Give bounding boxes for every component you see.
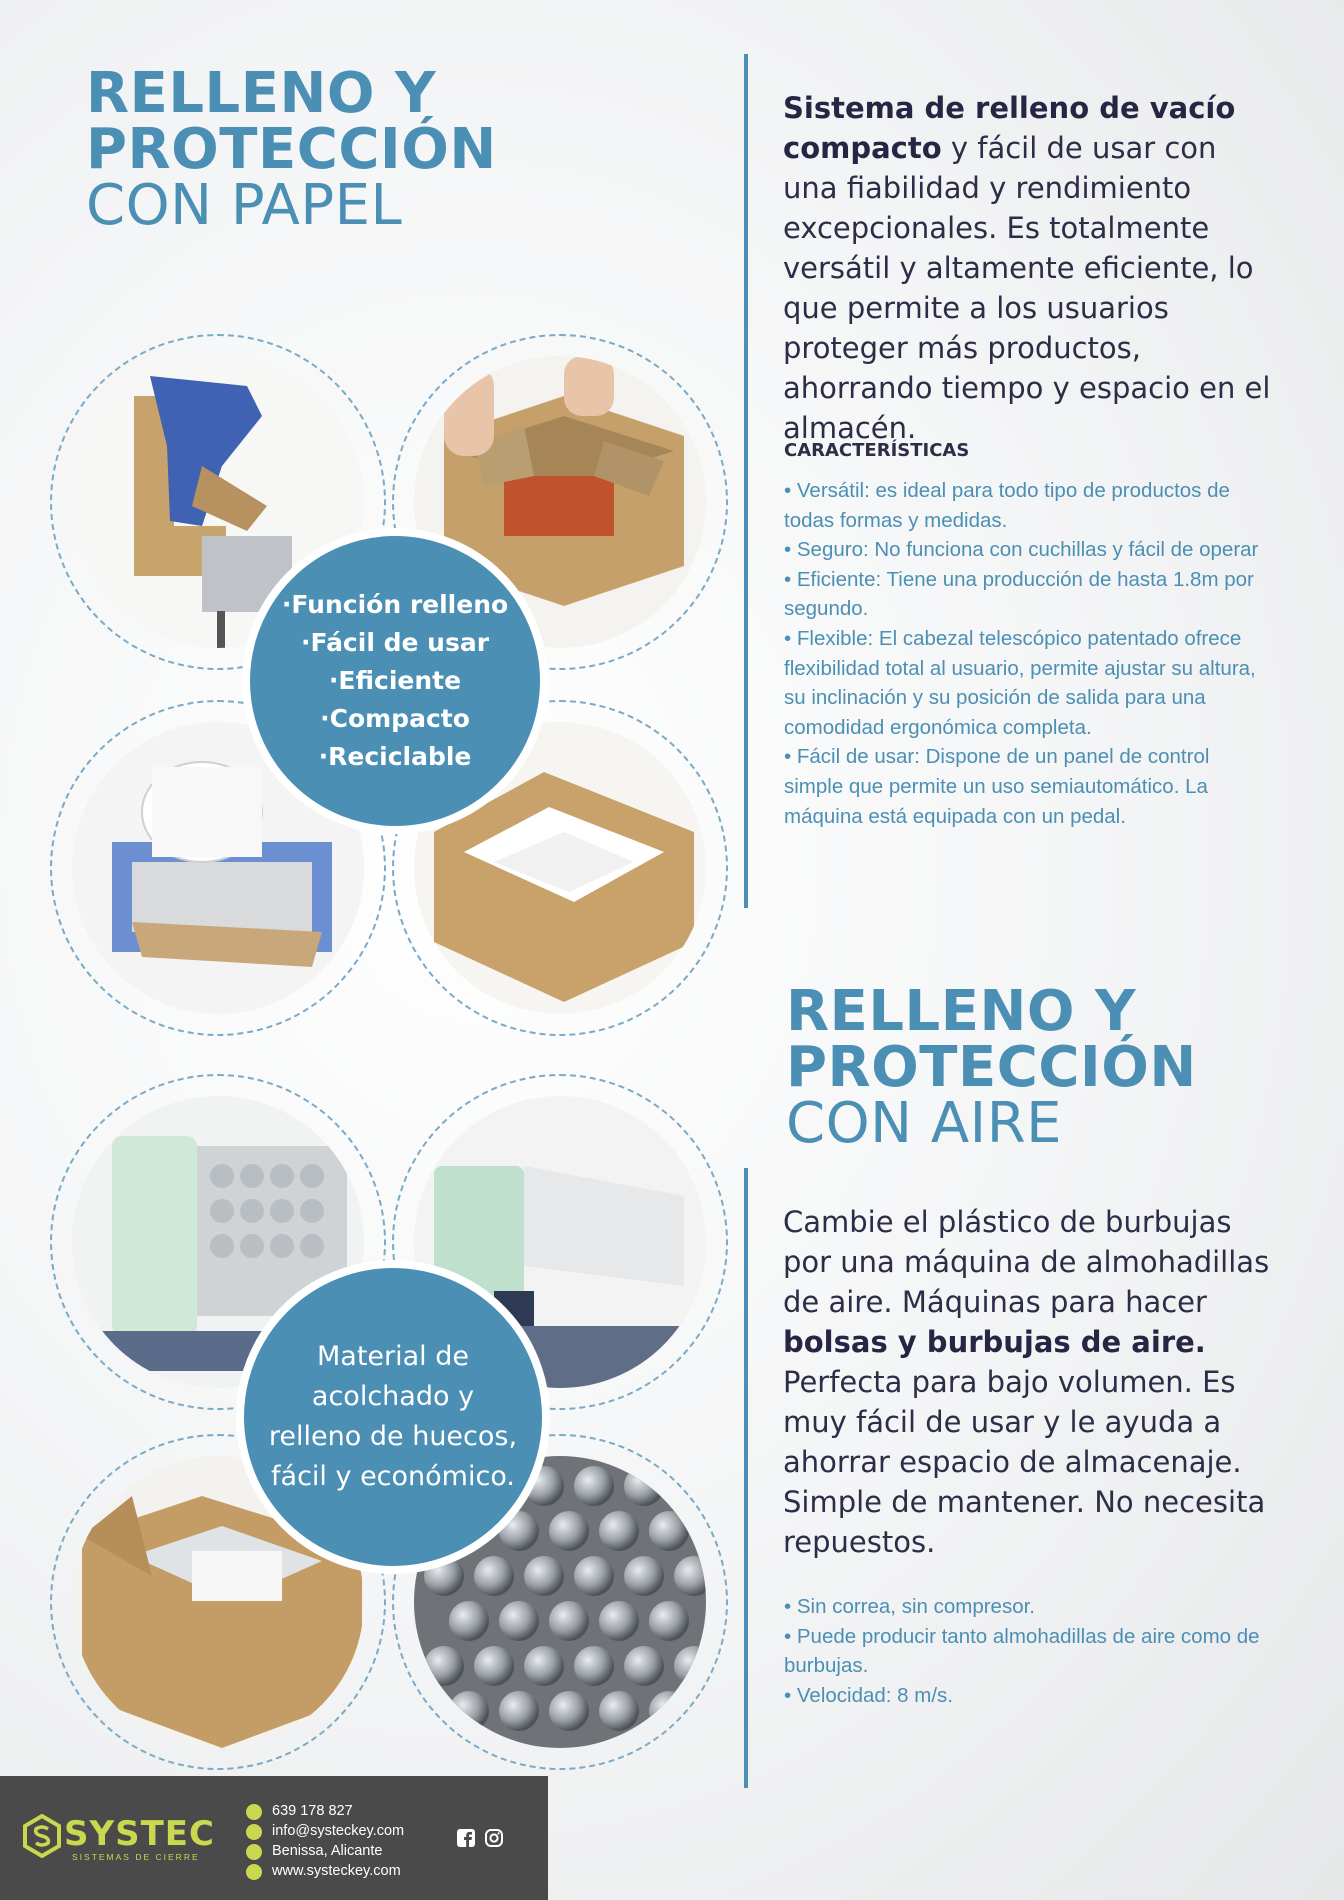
contact-website[interactable]: www.systeckey.com (272, 1863, 401, 1879)
divider-line-top (744, 54, 748, 908)
badge-item: ·Eficiente (328, 666, 462, 695)
feature-item: • Seguro: No funciona con cuchillas y fácil de operar (784, 538, 1259, 562)
feature-item: • Eficiente: Tiene una producción de hasta 1.8m por segundo. (784, 567, 1254, 621)
feature-item: • Fácil de usar: Dispone de un panel de control simple que permite un uso semiautomático. La máquina está equipada con un pedal. (784, 745, 1210, 828)
feature-item: • Flexible: El cabezal telescópico patentado ofrece flexibilidad total al usuario, permite ajustar su altura, su inclinación y su posición de salida para una comodidad ergonómica completa. (784, 626, 1256, 739)
features-heading: CARACTERÍSTICAS (784, 440, 970, 461)
contact-location: Benissa, Alicante (272, 1843, 383, 1859)
paper-features-badge (242, 528, 548, 834)
instagram-icon[interactable] (484, 1828, 504, 1848)
globe-icon (246, 1864, 262, 1880)
facebook-icon[interactable] (456, 1828, 476, 1848)
badge-item: ·Función relleno (281, 590, 509, 619)
brand-tagline: SISTEMAS DE CIERRE (72, 1852, 200, 1862)
badge-item: ·Reciclable (318, 742, 472, 771)
badge-text: Material de acolchado y relleno de huecos, fácil y económico. (268, 1341, 518, 1492)
air-bullet-item: • Sin correa, sin compresor. (784, 1595, 1035, 1618)
location-icon (246, 1844, 262, 1860)
badge-item: ·Fácil de usar (300, 628, 490, 657)
email-icon (246, 1824, 262, 1840)
brand-name: SYSTEC (64, 1814, 215, 1854)
air-bullets (784, 1592, 1274, 1710)
contact-phone[interactable]: 639 178 827 (272, 1803, 353, 1819)
feature-item: • Versátil: es ideal para todo tipo de productos de todas formas y medidas. (784, 479, 1230, 532)
paper-description: Sistema de relleno de vacío compacto y fácil de usar con una fiabilidad y rendimiento excepcionales. Es totalmente versátil y altamente eficiente, lo que permite a los usuarios proteger más productos, ahorrando tiempo y espacio en el almacén. (783, 91, 1271, 445)
divider-line-bottom (744, 1168, 748, 1788)
systec-logo-icon (22, 1814, 62, 1858)
paper-section-title: RELLENO Y PROTECCIÓN CON PAPEL (86, 61, 497, 238)
air-description: Cambie el plástico de burbujas por una máquina de almohadillas de aire. Máquinas para hacer bolsas y burbujas de aire. Perfecta para bajo volumen. Es muy fácil de usar y le ayuda a ahorrar espacio de almacenaje. Simple de mantener. No necesita repuestos. (783, 1205, 1270, 1559)
air-summary-badge (236, 1260, 550, 1574)
features-list (784, 476, 1274, 831)
phone-icon (246, 1804, 262, 1820)
badge-item: ·Compacto (320, 704, 470, 733)
air-section-title: RELLENO Y PROTECCIÓN CON AIRE (786, 979, 1197, 1156)
air-bullet-item: • Velocidad: 8 m/s. (784, 1683, 953, 1707)
air-bullet-item: • Puede producir tanto almohadillas de aire como de burbujas. (784, 1624, 1260, 1678)
contact-email[interactable]: info@systeckey.com (272, 1823, 405, 1839)
